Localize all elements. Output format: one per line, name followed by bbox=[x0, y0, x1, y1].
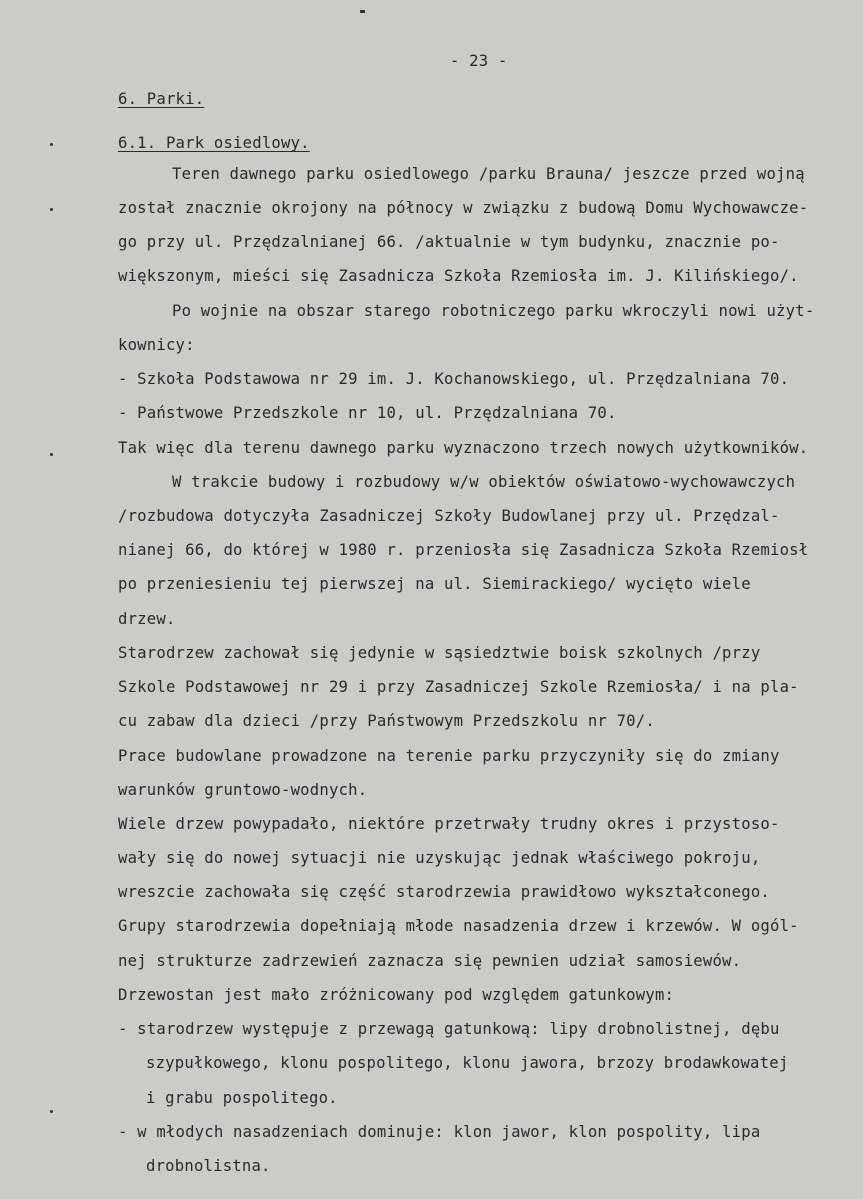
text-line: go przy ul. Przędzalnianej 66. /aktualnie w tym budynku, znacznie po- bbox=[118, 233, 780, 251]
text-line: po przeniesieniu tej pierwszej na ul. Siemirackiego/ wycięto wiele bbox=[118, 575, 751, 593]
margin-dot bbox=[50, 453, 53, 456]
text-line: warunków gruntowo-wodnych. bbox=[118, 781, 368, 799]
text-line: został znacznie okrojony na północy w związku z budową Domu Wychowawcze- bbox=[118, 199, 809, 217]
text-line: nianej 66, do której w 1980 r. przeniosła się Zasadnicza Szkoła Rzemiosł bbox=[118, 541, 809, 559]
text-line: i grabu pospolitego. bbox=[146, 1089, 338, 1107]
text-line: Prace budowlane prowadzone na terenie parku przyczyniły się do zmiany bbox=[118, 747, 780, 765]
scan-mark bbox=[360, 10, 365, 13]
margin-dot bbox=[50, 143, 53, 146]
text-line: cu zabaw dla dzieci /przy Państwowym Przedszkolu nr 70/. bbox=[118, 712, 655, 730]
text-line: Szkole Podstawowej nr 29 i przy Zasadniczej Szkole Rzemiosła/ i na pla- bbox=[118, 678, 799, 696]
text-line: - w młodych nasadzeniach dominuje: klon jawor, klon pospolity, lipa bbox=[118, 1123, 761, 1141]
margin-dot bbox=[50, 208, 53, 211]
subsection-heading: 6.1. Park osiedlowy. bbox=[118, 134, 310, 152]
text-line: - Państwowe Przedszkole nr 10, ul. Przędzalniana 70. bbox=[118, 404, 617, 422]
text-line: Po wojnie na obszar starego robotniczego parku wkroczyli nowi użyt- bbox=[172, 302, 815, 320]
page-number: - 23 - bbox=[450, 52, 508, 70]
text-line: /rozbudowa dotyczyła Zasadniczej Szkoły Budowlanej przy ul. Przędzal- bbox=[118, 507, 780, 525]
text-line: - Szkoła Podstawowa nr 29 im. J. Kochanowskiego, ul. Przędzalniana 70. bbox=[118, 370, 790, 388]
text-line: Drzewostan jest mało zróżnicowany pod względem gatunkowym: bbox=[118, 986, 675, 1004]
text-line: drobnolistna. bbox=[146, 1157, 271, 1175]
text-line: szypułkowego, klonu pospolitego, klonu jawora, brzozy brodawkowatej bbox=[146, 1054, 789, 1072]
text-line: Grupy starodrzewia dopełniają młode nasadzenia drzew i krzewów. W ogól- bbox=[118, 917, 799, 935]
text-line: wały się do nowej sytuacji nie uzyskując jednak właściwego pokroju, bbox=[118, 849, 761, 867]
text-line: większonym, mieści się Zasadnicza Szkoła Rzemiosła im. J. Kilińskiego/. bbox=[118, 267, 799, 285]
text-line: Teren dawnego parku osiedlowego /parku Brauna/ jeszcze przed wojną bbox=[172, 165, 805, 183]
text-line: Starodrzew zachował się jedynie w sąsiedztwie boisk szkolnych /przy bbox=[118, 644, 761, 662]
text-line: wreszcie zachowała się część starodrzewia prawidłowo wykształconego. bbox=[118, 883, 770, 901]
text-line: nej strukturze zadrzewień zaznacza się pewnien udział samosiewów. bbox=[118, 952, 742, 970]
text-line: drzew. bbox=[118, 610, 176, 628]
text-line: Tak więc dla terenu dawnego parku wyznaczono trzech nowych użytkowników. bbox=[118, 439, 809, 457]
text-line: Wiele drzew powypadało, niektóre przetrwały trudny okres i przystoso- bbox=[118, 815, 780, 833]
text-line: - starodrzew występuje z przewagą gatunkową: lipy drobnolistnej, dębu bbox=[118, 1020, 780, 1038]
text-line: kownicy: bbox=[118, 336, 195, 354]
margin-dot bbox=[50, 1110, 53, 1113]
section-heading: 6. Parki. bbox=[118, 90, 205, 108]
text-line: W trakcie budowy i rozbudowy w/w obiektów oświatowo-wychowawczych bbox=[172, 473, 796, 491]
